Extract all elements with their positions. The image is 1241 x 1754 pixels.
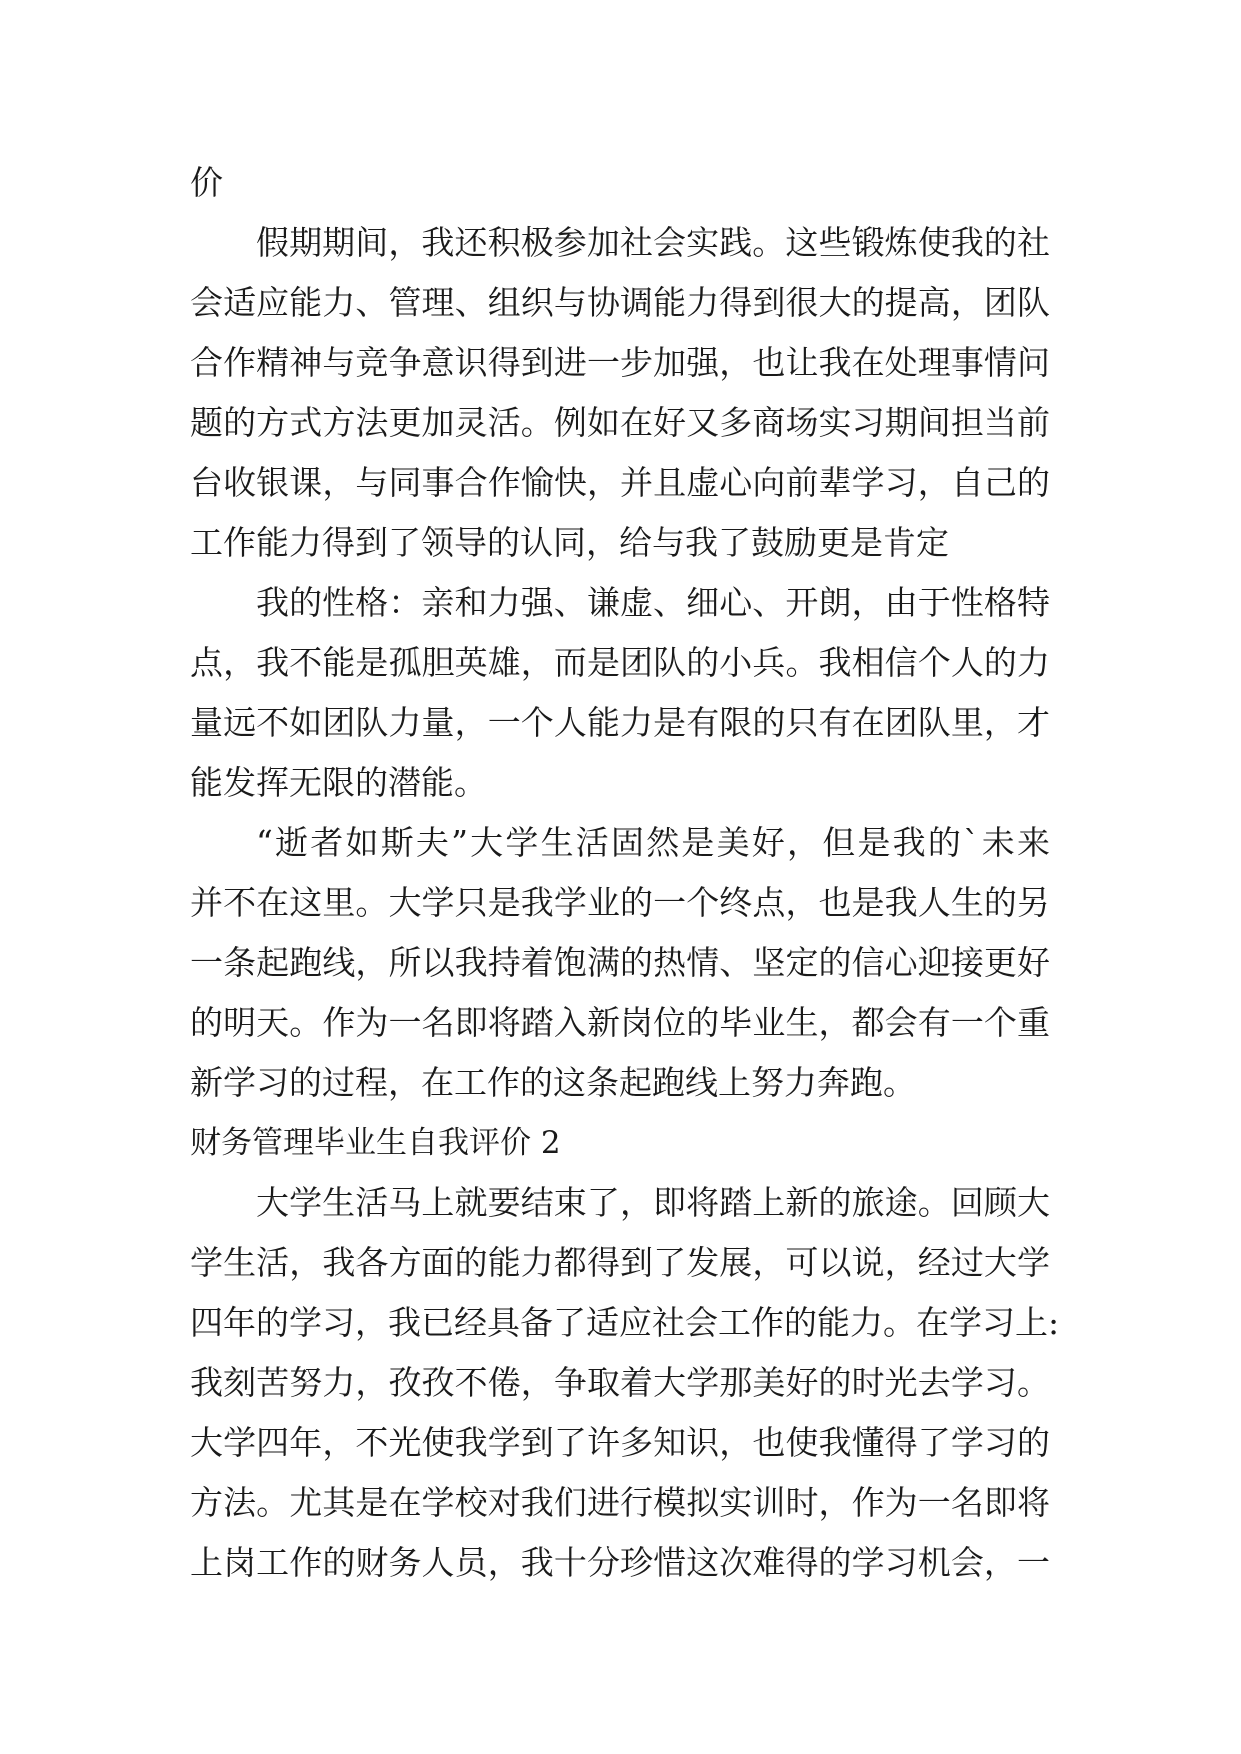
text-line: 点，我不能是孤胆英雄，而是团队的小兵。我相信个人的力	[190, 643, 1050, 682]
paragraph-first-line: “逝者如斯夫”大学生活固然是美好，但是我的`未来	[256, 823, 1050, 862]
text-line: 四年的学习，我已经具备了适应社会工作的能力。在学习上:	[190, 1303, 1060, 1342]
text-line: 会适应能力、管理、组织与协调能力得到很大的提高，团队	[190, 283, 1050, 322]
text-line: 合作精神与竞争意识得到进一步加强，也让我在处理事情问	[190, 343, 1050, 382]
text-line: 量远不如团队力量，一个人能力是有限的只有在团队里，才	[190, 703, 1050, 742]
text-line: 工作能力得到了领导的认同，给与我了鼓励更是肯定	[190, 523, 949, 562]
text-line: 我刻苦努力，孜孜不倦，争取着大学那美好的时光去学习。	[190, 1363, 1050, 1402]
text-line: 能发挥无限的潜能。	[190, 763, 487, 802]
paragraph-first-line: 我的性格：亲和力强、谦虚、细心、开朗，由于性格特	[256, 583, 1050, 622]
text-line: 方法。尤其是在学校对我们进行模拟实训时，作为一名即将	[190, 1483, 1050, 1522]
text-line: 学生活，我各方面的能力都得到了发展，可以说，经过大学	[190, 1243, 1050, 1282]
text-line: 题的方式方法更加灵活。例如在好又多商场实习期间担当前	[190, 403, 1050, 442]
text-line: 的明天。作为一名即将踏入新岗位的毕业生，都会有一个重	[190, 1003, 1050, 1042]
text-line: 并不在这里。大学只是我学业的一个终点，也是我人生的另	[190, 883, 1050, 922]
text-line: 大学四年，不光使我学到了许多知识，也使我懂得了学习的	[190, 1423, 1050, 1462]
text-line: 新学习的过程，在工作的这条起跑线上努力奔跑。	[190, 1063, 916, 1102]
text-line: 上岗工作的财务人员，我十分珍惜这次难得的学习机会，一	[190, 1543, 1050, 1582]
text-line: 一条起跑线，所以我持着饱满的热情、坚定的信心迎接更好	[190, 943, 1050, 982]
paragraph-first-line: 假期期间，我还积极参加社会实践。这些锻炼使我的社	[256, 223, 1050, 262]
section-heading: 财务管理毕业生自我评价 2	[190, 1125, 561, 1161]
text-line: 价	[190, 163, 223, 202]
paragraph-first-line: 大学生活马上就要结束了，即将踏上新的旅途。回顾大	[256, 1183, 1050, 1222]
text-line: 台收银课，与同事合作愉快，并且虚心向前辈学习，自己的	[190, 463, 1050, 502]
